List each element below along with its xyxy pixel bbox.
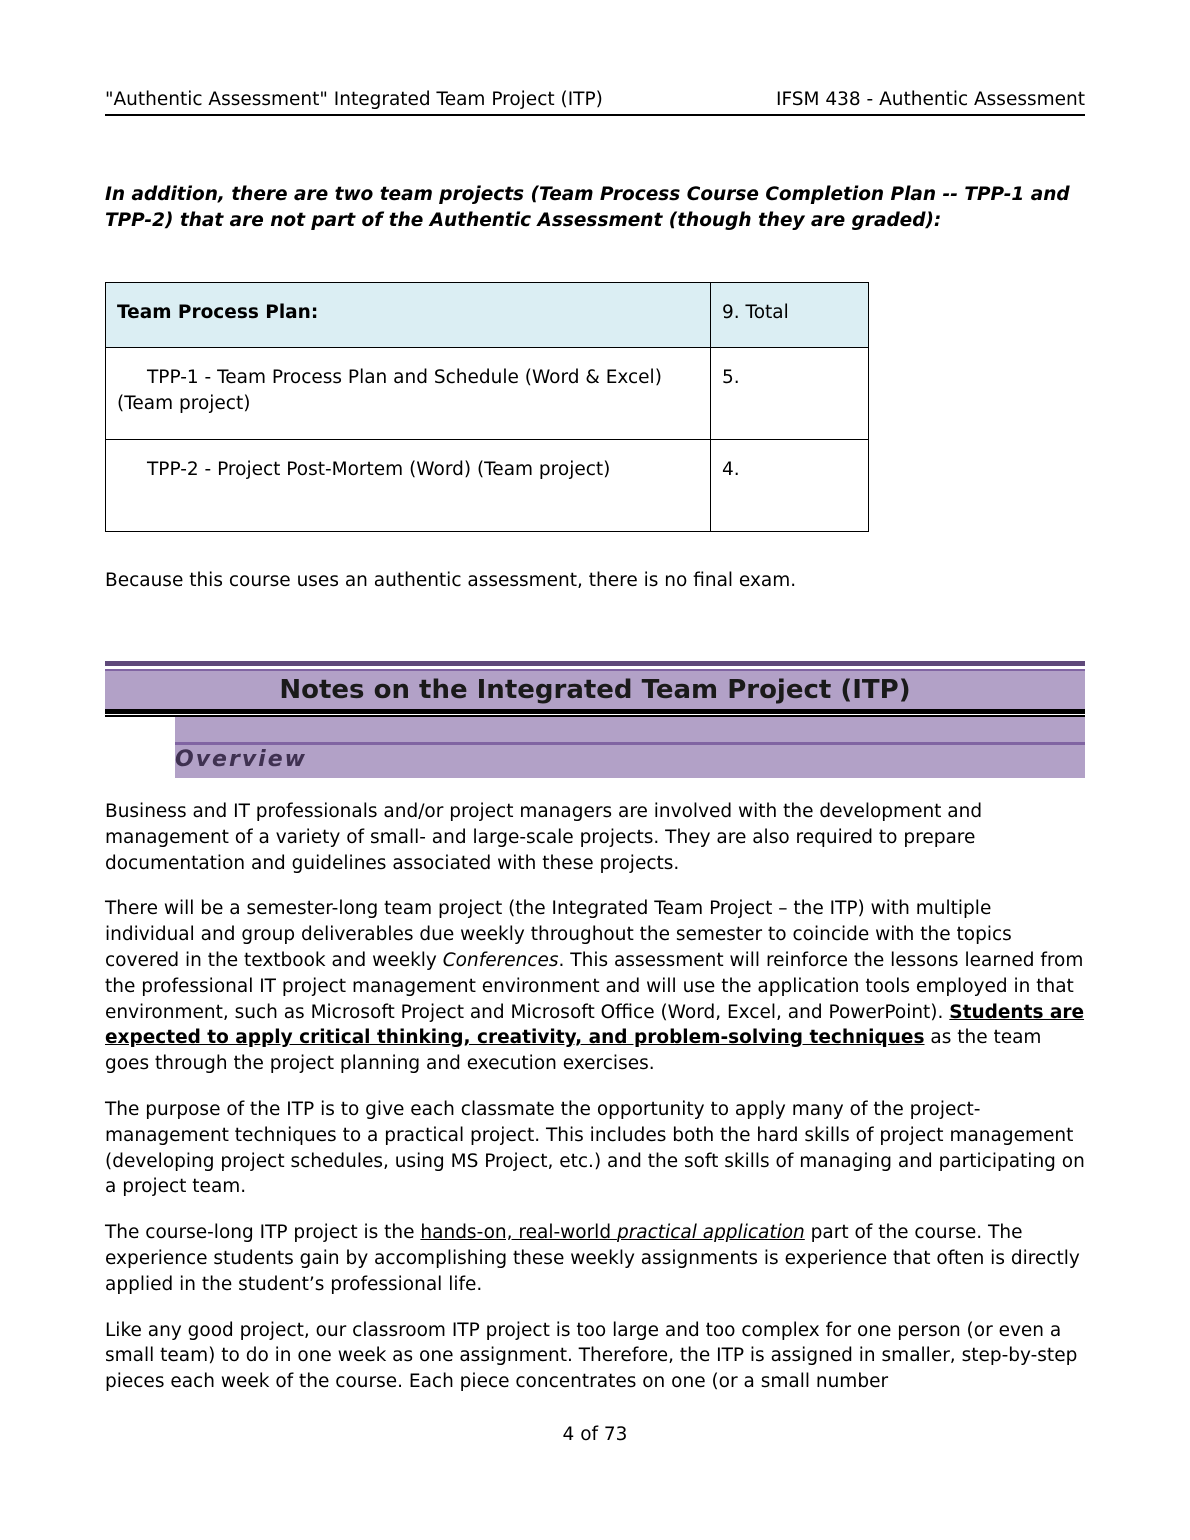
intro-paragraph: In addition, there are two team projects (Team Process Course Completion Plan -- TPP-1 and TPP-2) that are not part of the Authentic Assessment (though they are graded): — [105, 184, 1070, 231]
table-row — [106, 348, 869, 440]
paragraph: The purpose of the ITP is to give each classmate the opportunity to apply many of the project-management techniques to a practical project. This includes both the hard skills of project management (developing project schedules, using MS Project, etc.) and the soft skills of managing and participating on a project team. — [105, 1098, 1085, 1198]
subsection-title: Overview — [175, 747, 307, 772]
section-heading-bar — [105, 661, 1085, 717]
paragraph: Business and IT professionals and/or project managers are involved with the development and management of a variety of small- and large-scale projects. They are also required to prepare documentation and guidelines associated with these projects. — [105, 801, 983, 874]
table-cell-label: TPP-2 - Project Post-Mortem (Word) (Team project) — [106, 440, 711, 532]
paragraph: The course-long ITP project is the hands-on, real-world practical application part of the course. The experience students gain by accomplishing these weekly assignments is experience that often is directly applied in the student’s professional life. — [105, 1222, 1080, 1295]
table-cell-label: TPP-1 - Team Process Plan and Schedule (Word & Excel) (Team project) — [106, 348, 711, 440]
page-header — [105, 88, 1085, 116]
overview-body — [105, 799, 1085, 1415]
paragraph: Like any good project, our classroom ITP project is too large and too complex for one person (or even a small team) to do in one week as one assignment. Therefore, the ITP is assigned in smaller, step-by-step pieces each week of the course. Each piece concentrates on one (or a small number — [105, 1319, 1078, 1393]
subsection-heading-bar — [175, 717, 1085, 778]
table-row — [106, 440, 869, 532]
no-final-exam-note: Because this course uses an authentic assessment, there is no final exam. — [105, 570, 797, 591]
section-title: Notes on the Integrated Team Project (ITP) — [105, 669, 1085, 709]
emphasis-expectation: Students are expected to apply critical thinking, creativity, and problem-solving techniques — [105, 1001, 1085, 1049]
table-header-label: Team Process Plan: — [106, 283, 711, 348]
table-header-value: 9. Total — [711, 283, 869, 348]
table-header-row — [106, 283, 869, 348]
table-cell-value: 5. — [711, 348, 869, 440]
table-cell-value: 4. — [711, 440, 869, 532]
header-left: "Authentic Assessment" Integrated Team Project (ITP) — [105, 89, 603, 110]
paragraph: There will be a semester-long team project (the Integrated Team Project – the ITP) with multiple individual and group deliverables due weekly throughout the semester to coincide with the topics covered in the textbook and weekly Conferences. This assessment will reinforce the lessons learned from the professional IT project management environment and will use the application tools employed in that environment, such as Microsoft Project and Microsoft Office (Word, Excel, and PowerPoint). Students are expected to apply critical thinking, creativity, and problem-solving techniques as the team goes through the project planning and execution exercises. — [105, 898, 1085, 1075]
page-number: 4 of 73 — [562, 1424, 628, 1445]
team-process-plan-table — [105, 282, 869, 532]
header-right: IFSM 438 - Authentic Assessment — [776, 89, 1085, 110]
